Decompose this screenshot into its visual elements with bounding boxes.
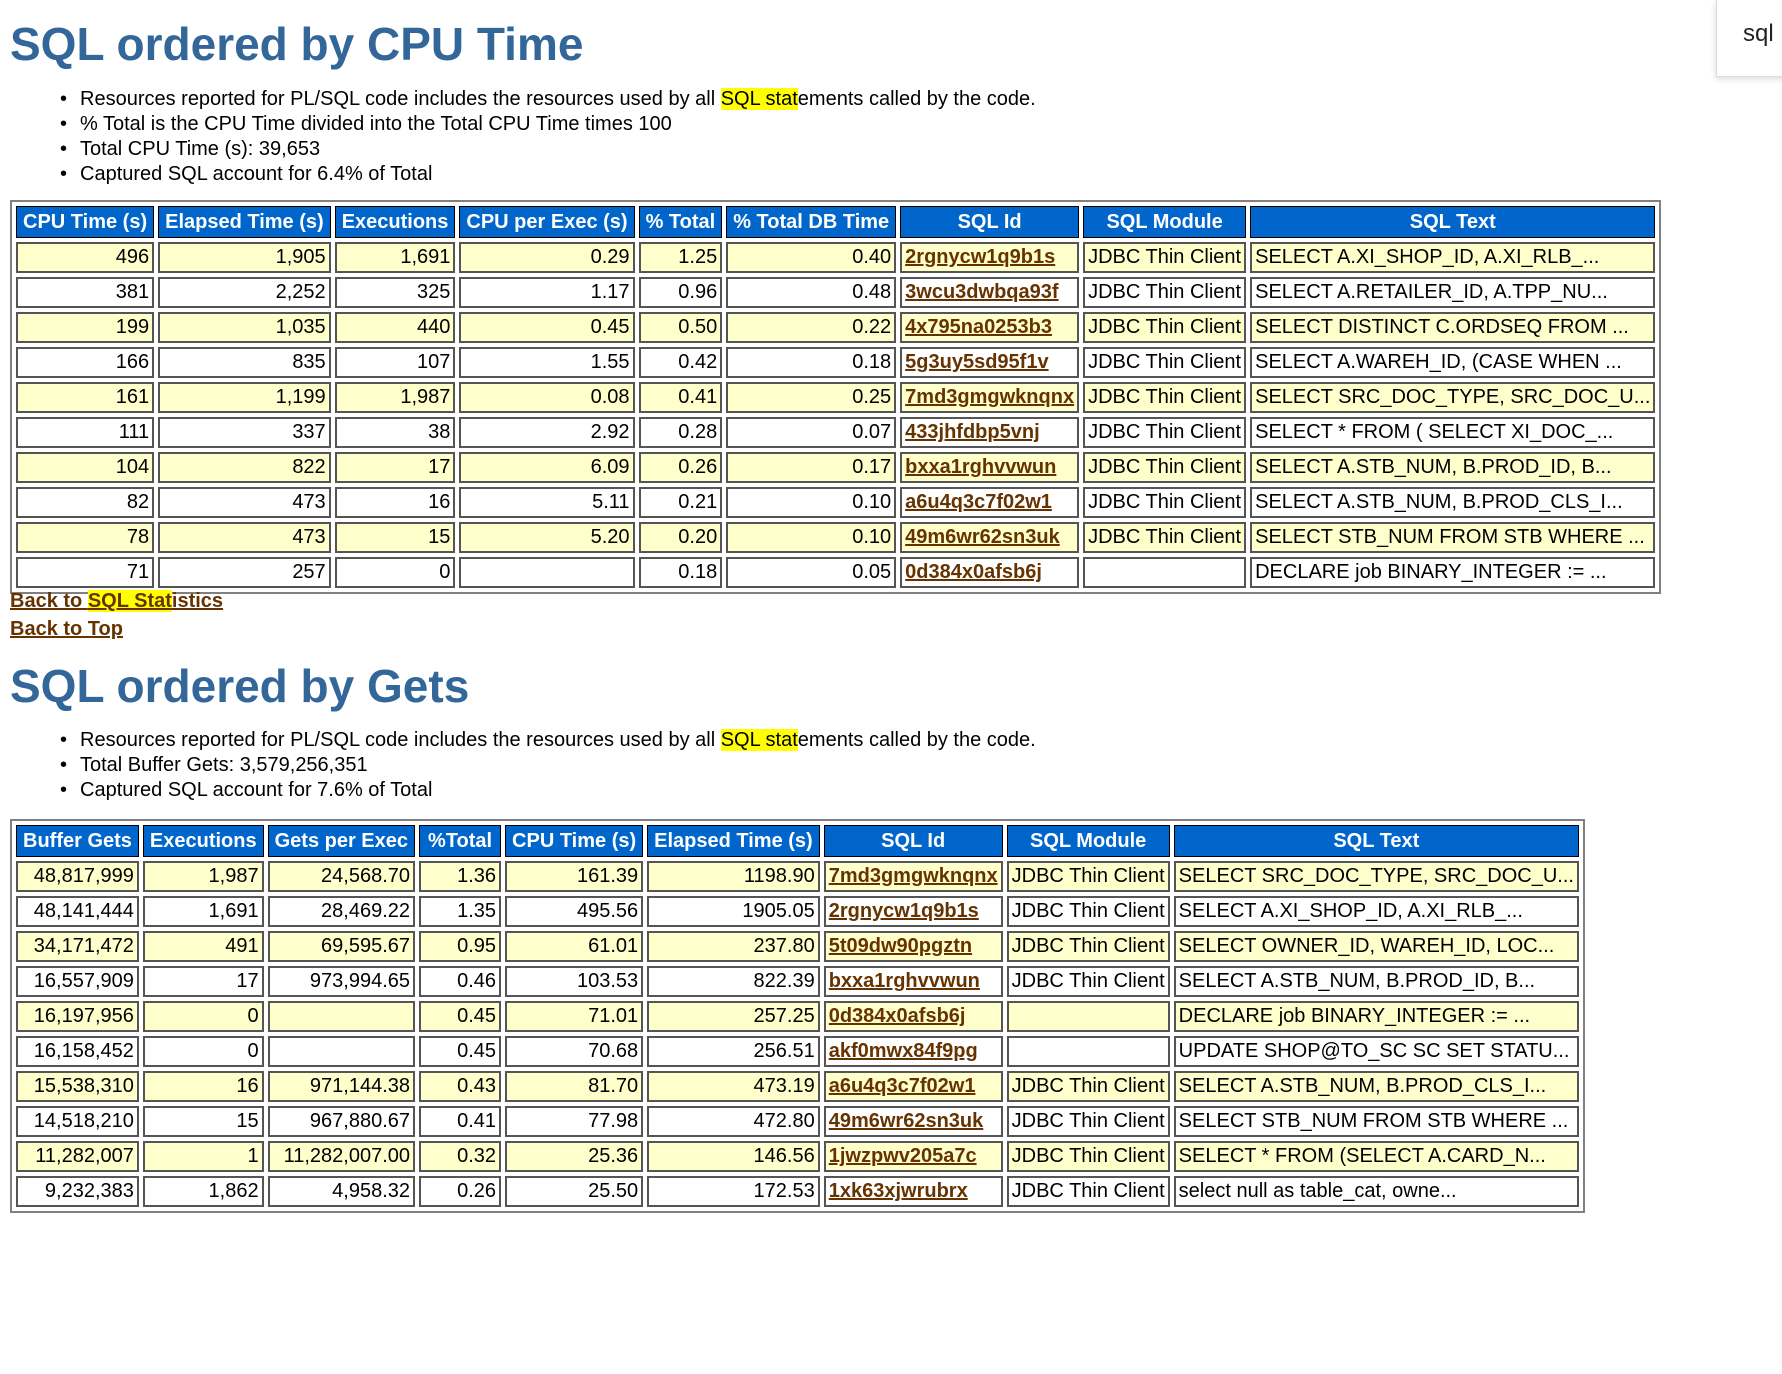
numeric-cell: 0.17 — [726, 452, 896, 483]
column-header: SQL Id — [900, 206, 1079, 238]
numeric-cell: 0.46 — [419, 966, 501, 997]
numeric-cell: 0.10 — [726, 522, 896, 553]
sql-id-cell — [900, 277, 1079, 308]
numeric-cell: 0.08 — [459, 382, 634, 413]
numeric-cell: 111 — [16, 417, 154, 448]
numeric-cell: 237.80 — [647, 931, 820, 962]
sql-module-cell: JDBC Thin Client — [1083, 347, 1246, 378]
sql-id-cell — [900, 452, 1079, 483]
back-to-sql-statistics-link[interactable]: Back to SQL Statistics — [10, 590, 224, 612]
numeric-cell: 1.35 — [419, 896, 501, 927]
numeric-cell: 1.25 — [639, 242, 723, 273]
numeric-cell: 1.36 — [419, 861, 501, 892]
numeric-cell: 0.18 — [639, 557, 723, 588]
numeric-cell: 48,817,999 — [16, 861, 139, 892]
numeric-cell: 0 — [143, 1036, 264, 1067]
sql-text-cell: SELECT A.WAREH_ID, (CASE WHEN ... — [1250, 347, 1655, 378]
numeric-cell: 17 — [143, 966, 264, 997]
sql-module-cell: JDBC Thin Client — [1007, 1071, 1170, 1102]
search-highlight: SQL Stat — [87, 590, 172, 612]
column-header: SQL Text — [1250, 206, 1655, 238]
numeric-cell: 11,282,007.00 — [268, 1141, 415, 1172]
numeric-cell: 161.39 — [505, 861, 643, 892]
sql-module-cell: JDBC Thin Client — [1007, 966, 1170, 997]
sql-text-cell: SELECT A.XI_SHOP_ID, A.XI_RLB_... — [1250, 242, 1655, 273]
column-header: Elapsed Time (s) — [647, 825, 820, 857]
numeric-cell: 473 — [158, 522, 331, 553]
table-row — [16, 277, 1655, 308]
numeric-cell: 16,197,956 — [16, 1001, 139, 1032]
cpu-bullet: • % Total is the CPU Time divided into the Total CPU Time times 100 — [80, 112, 1036, 137]
numeric-cell: 472.80 — [647, 1106, 820, 1137]
sql-text-cell: SELECT A.STB_NUM, B.PROD_ID, B... — [1250, 452, 1655, 483]
gets-bullet: • Captured SQL account for 7.6% of Total — [80, 778, 1036, 803]
numeric-cell: 81.70 — [505, 1071, 643, 1102]
table-row — [16, 1141, 1579, 1172]
cpu-bullet: • Total CPU Time (s): 39,653 — [80, 137, 1036, 162]
numeric-cell: 0.45 — [419, 1001, 501, 1032]
column-header: Gets per Exec — [268, 825, 415, 857]
sql-id-link[interactable]: bxxa1rghvvwun — [828, 970, 980, 992]
sql-module-cell: JDBC Thin Client — [1083, 487, 1246, 518]
cpu-bullets-container — [0, 87, 1036, 187]
sql-text-cell: SELECT A.STB_NUM, B.PROD_ID, B... — [1174, 966, 1579, 997]
table-row — [16, 1106, 1579, 1137]
numeric-cell: 822 — [158, 452, 331, 483]
numeric-cell: 0.50 — [639, 312, 723, 343]
sql-module-cell — [1007, 1036, 1170, 1067]
numeric-cell: 337 — [158, 417, 331, 448]
numeric-cell: 103.53 — [505, 966, 643, 997]
numeric-cell: 1 — [143, 1141, 264, 1172]
numeric-cell — [459, 557, 634, 588]
numeric-cell: 256.51 — [647, 1036, 820, 1067]
numeric-cell: 78 — [16, 522, 154, 553]
sql-text-cell: SELECT A.STB_NUM, B.PROD_CLS_I... — [1250, 487, 1655, 518]
sql-text-cell: SELECT A.STB_NUM, B.PROD_CLS_I... — [1174, 1071, 1579, 1102]
sql-id-cell — [824, 1036, 1003, 1067]
back-links — [10, 587, 223, 643]
sql-id-cell — [900, 487, 1079, 518]
numeric-cell: 6.09 — [459, 452, 634, 483]
sql-module-cell: JDBC Thin Client — [1007, 861, 1170, 892]
search-highlight: SQL stat — [720, 88, 798, 110]
table-row — [16, 1071, 1579, 1102]
numeric-cell: 161 — [16, 382, 154, 413]
column-header: Buffer Gets — [16, 825, 139, 857]
sql-text-cell: SELECT DISTINCT C.ORDSEQ FROM ... — [1250, 312, 1655, 343]
cpu-bullets — [0, 87, 1036, 187]
numeric-cell: 473 — [158, 487, 331, 518]
numeric-cell: 166 — [16, 347, 154, 378]
numeric-cell: 0.45 — [459, 312, 634, 343]
numeric-cell: 38 — [335, 417, 456, 448]
numeric-cell: 15 — [335, 522, 456, 553]
numeric-cell: 0.96 — [639, 277, 723, 308]
numeric-cell: 16 — [143, 1071, 264, 1102]
sql-id-link[interactable]: bxxa1rghvvwun — [905, 456, 1057, 478]
sql-id-link[interactable]: 7md3gmgwknqnx — [905, 386, 1075, 408]
numeric-cell: 495.56 — [505, 896, 643, 927]
sql-id-cell — [900, 382, 1079, 413]
sql-text-cell: DECLARE job BINARY_INTEGER := ... — [1174, 1001, 1579, 1032]
sql-module-cell: JDBC Thin Client — [1083, 417, 1246, 448]
sql-id-cell — [824, 1176, 1003, 1207]
sql-id-link[interactable]: 49m6wr62sn3uk — [828, 1110, 984, 1132]
numeric-cell: 0.40 — [726, 242, 896, 273]
sql-id-link[interactable]: 49m6wr62sn3uk — [905, 526, 1060, 548]
cpu-bullet: • Captured SQL account for 6.4% of Total — [80, 162, 1036, 187]
sql-id-cell — [824, 966, 1003, 997]
numeric-cell: 325 — [335, 277, 456, 308]
column-header: CPU per Exec (s) — [459, 206, 634, 238]
sql-text-cell: select null as table_cat, owne... — [1174, 1176, 1579, 1207]
numeric-cell: 34,171,472 — [16, 931, 139, 962]
sql-id-link[interactable]: 1jwzpwv205a7c — [828, 1145, 977, 1167]
numeric-cell: 69,595.67 — [268, 931, 415, 962]
numeric-cell: 1,862 — [143, 1176, 264, 1207]
numeric-cell: 1,987 — [143, 861, 264, 892]
numeric-cell: 1,987 — [335, 382, 456, 413]
numeric-cell: 15,538,310 — [16, 1071, 139, 1102]
numeric-cell: 0.45 — [419, 1036, 501, 1067]
numeric-cell: 0 — [143, 1001, 264, 1032]
numeric-cell: 4,958.32 — [268, 1176, 415, 1207]
sql-id-link[interactable]: 7md3gmgwknqnx — [828, 865, 998, 887]
column-header: % Total — [639, 206, 723, 238]
numeric-cell: 16,557,909 — [16, 966, 139, 997]
numeric-cell: 25.36 — [505, 1141, 643, 1172]
numeric-cell: 0 — [335, 557, 456, 588]
sql-module-cell: JDBC Thin Client — [1083, 452, 1246, 483]
column-header: %Total — [419, 825, 501, 857]
sql-id-cell — [900, 312, 1079, 343]
sql-id-link[interactable]: 1xk63xjwrubrx — [828, 1180, 968, 1202]
sql-id-link[interactable]: 433jhfdbp5vnj — [905, 421, 1040, 443]
numeric-cell: 835 — [158, 347, 331, 378]
sql-id-link[interactable]: 3wcu3dwbqa93f — [905, 281, 1059, 303]
numeric-cell: 491 — [143, 931, 264, 962]
gets-bullets — [0, 728, 1036, 803]
numeric-cell: 28,469.22 — [268, 896, 415, 927]
numeric-cell: 257 — [158, 557, 331, 588]
table-row — [16, 452, 1655, 483]
sql-text-cell: SELECT * FROM (SELECT A.CARD_N... — [1174, 1141, 1579, 1172]
sql-text-cell: SELECT * FROM ( SELECT XI_DOC_... — [1250, 417, 1655, 448]
corner-popup[interactable] — [1716, 0, 1782, 77]
numeric-cell: 0.10 — [726, 487, 896, 518]
table-row — [16, 1036, 1579, 1067]
numeric-cell: 822.39 — [647, 966, 820, 997]
numeric-cell: 24,568.70 — [268, 861, 415, 892]
numeric-cell: 2.92 — [459, 417, 634, 448]
sql-module-cell — [1083, 557, 1246, 588]
numeric-cell: 0.25 — [726, 382, 896, 413]
sql-id-cell — [824, 861, 1003, 892]
numeric-cell: 0.41 — [419, 1106, 501, 1137]
sql-id-cell — [824, 931, 1003, 962]
numeric-cell: 11,282,007 — [16, 1141, 139, 1172]
cpu-time-table — [10, 200, 1661, 594]
numeric-cell: 473.19 — [647, 1071, 820, 1102]
numeric-cell: 70.68 — [505, 1036, 643, 1067]
column-header: SQL Id — [824, 825, 1003, 857]
numeric-cell — [268, 1001, 415, 1032]
sql-module-cell: JDBC Thin Client — [1007, 1141, 1170, 1172]
gets-table — [10, 819, 1585, 1213]
numeric-cell: 16,158,452 — [16, 1036, 139, 1067]
sql-id-cell — [824, 896, 1003, 927]
sql-id-link[interactable]: 5t09dw90pgztn — [828, 935, 973, 957]
numeric-cell: 107 — [335, 347, 456, 378]
numeric-cell: 1905.05 — [647, 896, 820, 927]
sql-module-cell: JDBC Thin Client — [1083, 312, 1246, 343]
sql-module-cell: JDBC Thin Client — [1007, 1176, 1170, 1207]
sql-module-cell: JDBC Thin Client — [1083, 242, 1246, 273]
column-header: CPU Time (s) — [16, 206, 154, 238]
numeric-cell — [268, 1036, 415, 1067]
numeric-cell: 0.95 — [419, 931, 501, 962]
table-row — [16, 861, 1579, 892]
numeric-cell: 971,144.38 — [268, 1071, 415, 1102]
numeric-cell: 0.48 — [726, 277, 896, 308]
numeric-cell: 61.01 — [505, 931, 643, 962]
table-row — [16, 417, 1655, 448]
numeric-cell: 16 — [335, 487, 456, 518]
numeric-cell: 1,035 — [158, 312, 331, 343]
numeric-cell: 967,880.67 — [268, 1106, 415, 1137]
table-row — [16, 242, 1655, 273]
numeric-cell: 25.50 — [505, 1176, 643, 1207]
sql-id-link[interactable]: akf0mwx84f9pg — [828, 1040, 978, 1062]
numeric-cell: 1,691 — [143, 896, 264, 927]
numeric-cell: 0.42 — [639, 347, 723, 378]
back-to-top-link[interactable]: Back to Top — [10, 618, 123, 640]
numeric-cell: 9,232,383 — [16, 1176, 139, 1207]
sql-id-link[interactable]: 0d384x0afsb6j — [905, 561, 1042, 583]
gets-section-title: SQL ordered by Gets — [10, 660, 470, 712]
column-header: SQL Module — [1007, 825, 1170, 857]
cpu-bullet: • Resources reported for PL/SQL code includes the resources used by all SQL statements called by the code. — [80, 87, 1036, 112]
sql-text-cell: UPDATE SHOP@TO_SC SC SET STATU... — [1174, 1036, 1579, 1067]
gets-section — [10, 658, 469, 714]
sql-id-cell — [824, 1071, 1003, 1102]
numeric-cell: 0.26 — [419, 1176, 501, 1207]
sql-id-link[interactable]: a6u4q3c7f02w1 — [905, 491, 1052, 513]
numeric-cell: 0.20 — [639, 522, 723, 553]
numeric-cell: 0.32 — [419, 1141, 501, 1172]
sql-text-cell: SELECT STB_NUM FROM STB WHERE ... — [1250, 522, 1655, 553]
sql-text-cell: SELECT SRC_DOC_TYPE, SRC_DOC_U... — [1250, 382, 1655, 413]
numeric-cell: 1,905 — [158, 242, 331, 273]
sql-id-cell — [900, 347, 1079, 378]
numeric-cell: 496 — [16, 242, 154, 273]
numeric-cell: 0.26 — [639, 452, 723, 483]
table-row — [16, 896, 1579, 927]
sql-id-link[interactable]: 2rgnycw1q9b1s — [905, 246, 1056, 268]
numeric-cell: 381 — [16, 277, 154, 308]
numeric-cell: 15 — [143, 1106, 264, 1137]
sql-text-cell: SELECT A.RETAILER_ID, A.TPP_NU... — [1250, 277, 1655, 308]
table-header-row — [16, 825, 1579, 857]
table-row — [16, 1176, 1579, 1207]
sql-text-cell: DECLARE job BINARY_INTEGER := ... — [1250, 557, 1655, 588]
column-header: CPU Time (s) — [505, 825, 643, 857]
numeric-cell: 1.17 — [459, 277, 634, 308]
numeric-cell: 5.11 — [459, 487, 634, 518]
sql-text-cell: SELECT A.XI_SHOP_ID, A.XI_RLB_... — [1174, 896, 1579, 927]
sql-module-cell: JDBC Thin Client — [1083, 522, 1246, 553]
sql-id-cell — [900, 242, 1079, 273]
table-row — [16, 966, 1579, 997]
numeric-cell: 0.41 — [639, 382, 723, 413]
gets-bullets-container — [0, 728, 1036, 803]
table-row — [16, 382, 1655, 413]
numeric-cell: 199 — [16, 312, 154, 343]
numeric-cell: 0.43 — [419, 1071, 501, 1102]
numeric-cell: 146.56 — [647, 1141, 820, 1172]
sql-id-cell — [824, 1001, 1003, 1032]
table-row — [16, 312, 1655, 343]
sql-id-cell — [824, 1141, 1003, 1172]
numeric-cell: 5.20 — [459, 522, 634, 553]
numeric-cell: 71.01 — [505, 1001, 643, 1032]
sql-id-cell — [824, 1106, 1003, 1137]
sql-id-link[interactable]: 2rgnycw1q9b1s — [828, 900, 979, 922]
sql-module-cell: JDBC Thin Client — [1007, 1106, 1170, 1137]
column-header: Executions — [143, 825, 264, 857]
sql-id-cell — [900, 522, 1079, 553]
cpu-section-title: SQL ordered by CPU Time — [10, 18, 584, 70]
table-row — [16, 522, 1655, 553]
search-highlight: SQL stat — [720, 729, 798, 751]
column-header: SQL Module — [1083, 206, 1246, 238]
numeric-cell: 257.25 — [647, 1001, 820, 1032]
sql-module-cell: JDBC Thin Client — [1083, 382, 1246, 413]
column-header: Executions — [335, 206, 456, 238]
numeric-cell: 0.28 — [639, 417, 723, 448]
numeric-cell: 48,141,444 — [16, 896, 139, 927]
numeric-cell: 0.22 — [726, 312, 896, 343]
numeric-cell: 0.05 — [726, 557, 896, 588]
cpu-section — [10, 16, 583, 72]
sql-text-cell: SELECT STB_NUM FROM STB WHERE ... — [1174, 1106, 1579, 1137]
numeric-cell: 71 — [16, 557, 154, 588]
gets-bullet: • Resources reported for PL/SQL code includes the resources used by all SQL statements called by the code. — [80, 728, 1036, 753]
table-header-row — [16, 206, 1655, 238]
numeric-cell: 2,252 — [158, 277, 331, 308]
table-row — [16, 1001, 1579, 1032]
column-header: Elapsed Time (s) — [158, 206, 331, 238]
numeric-cell: 1,691 — [335, 242, 456, 273]
numeric-cell: 0.29 — [459, 242, 634, 273]
numeric-cell: 1,199 — [158, 382, 331, 413]
sql-id-cell — [900, 557, 1079, 588]
table-row — [16, 931, 1579, 962]
numeric-cell: 0.18 — [726, 347, 896, 378]
numeric-cell: 1198.90 — [647, 861, 820, 892]
sql-text-cell: SELECT SRC_DOC_TYPE, SRC_DOC_U... — [1174, 861, 1579, 892]
column-header: % Total DB Time — [726, 206, 896, 238]
numeric-cell: 104 — [16, 452, 154, 483]
sql-text-cell: SELECT OWNER_ID, WAREH_ID, LOC... — [1174, 931, 1579, 962]
numeric-cell: 17 — [335, 452, 456, 483]
table-row — [16, 557, 1655, 588]
numeric-cell: 1.55 — [459, 347, 634, 378]
sql-id-link[interactable]: 4x795na0253b3 — [905, 316, 1052, 338]
column-header: SQL Text — [1174, 825, 1579, 857]
numeric-cell: 440 — [335, 312, 456, 343]
sql-id-link[interactable]: 0d384x0afsb6j — [828, 1005, 966, 1027]
numeric-cell: 77.98 — [505, 1106, 643, 1137]
table-row — [16, 347, 1655, 378]
sql-module-cell: JDBC Thin Client — [1083, 277, 1246, 308]
corner-popup-text: sql — [1743, 20, 1774, 47]
sql-module-cell — [1007, 1001, 1170, 1032]
table-row — [16, 487, 1655, 518]
sql-module-cell: JDBC Thin Client — [1007, 931, 1170, 962]
numeric-cell: 14,518,210 — [16, 1106, 139, 1137]
sql-id-link[interactable]: 5g3uy5sd95f1v — [905, 351, 1049, 373]
numeric-cell: 0.21 — [639, 487, 723, 518]
numeric-cell: 973,994.65 — [268, 966, 415, 997]
numeric-cell: 0.07 — [726, 417, 896, 448]
numeric-cell: 172.53 — [647, 1176, 820, 1207]
sql-id-link[interactable]: a6u4q3c7f02w1 — [828, 1075, 976, 1097]
gets-bullet: • Total Buffer Gets: 3,579,256,351 — [80, 753, 1036, 778]
sql-id-cell — [900, 417, 1079, 448]
numeric-cell: 82 — [16, 487, 154, 518]
sql-module-cell: JDBC Thin Client — [1007, 896, 1170, 927]
